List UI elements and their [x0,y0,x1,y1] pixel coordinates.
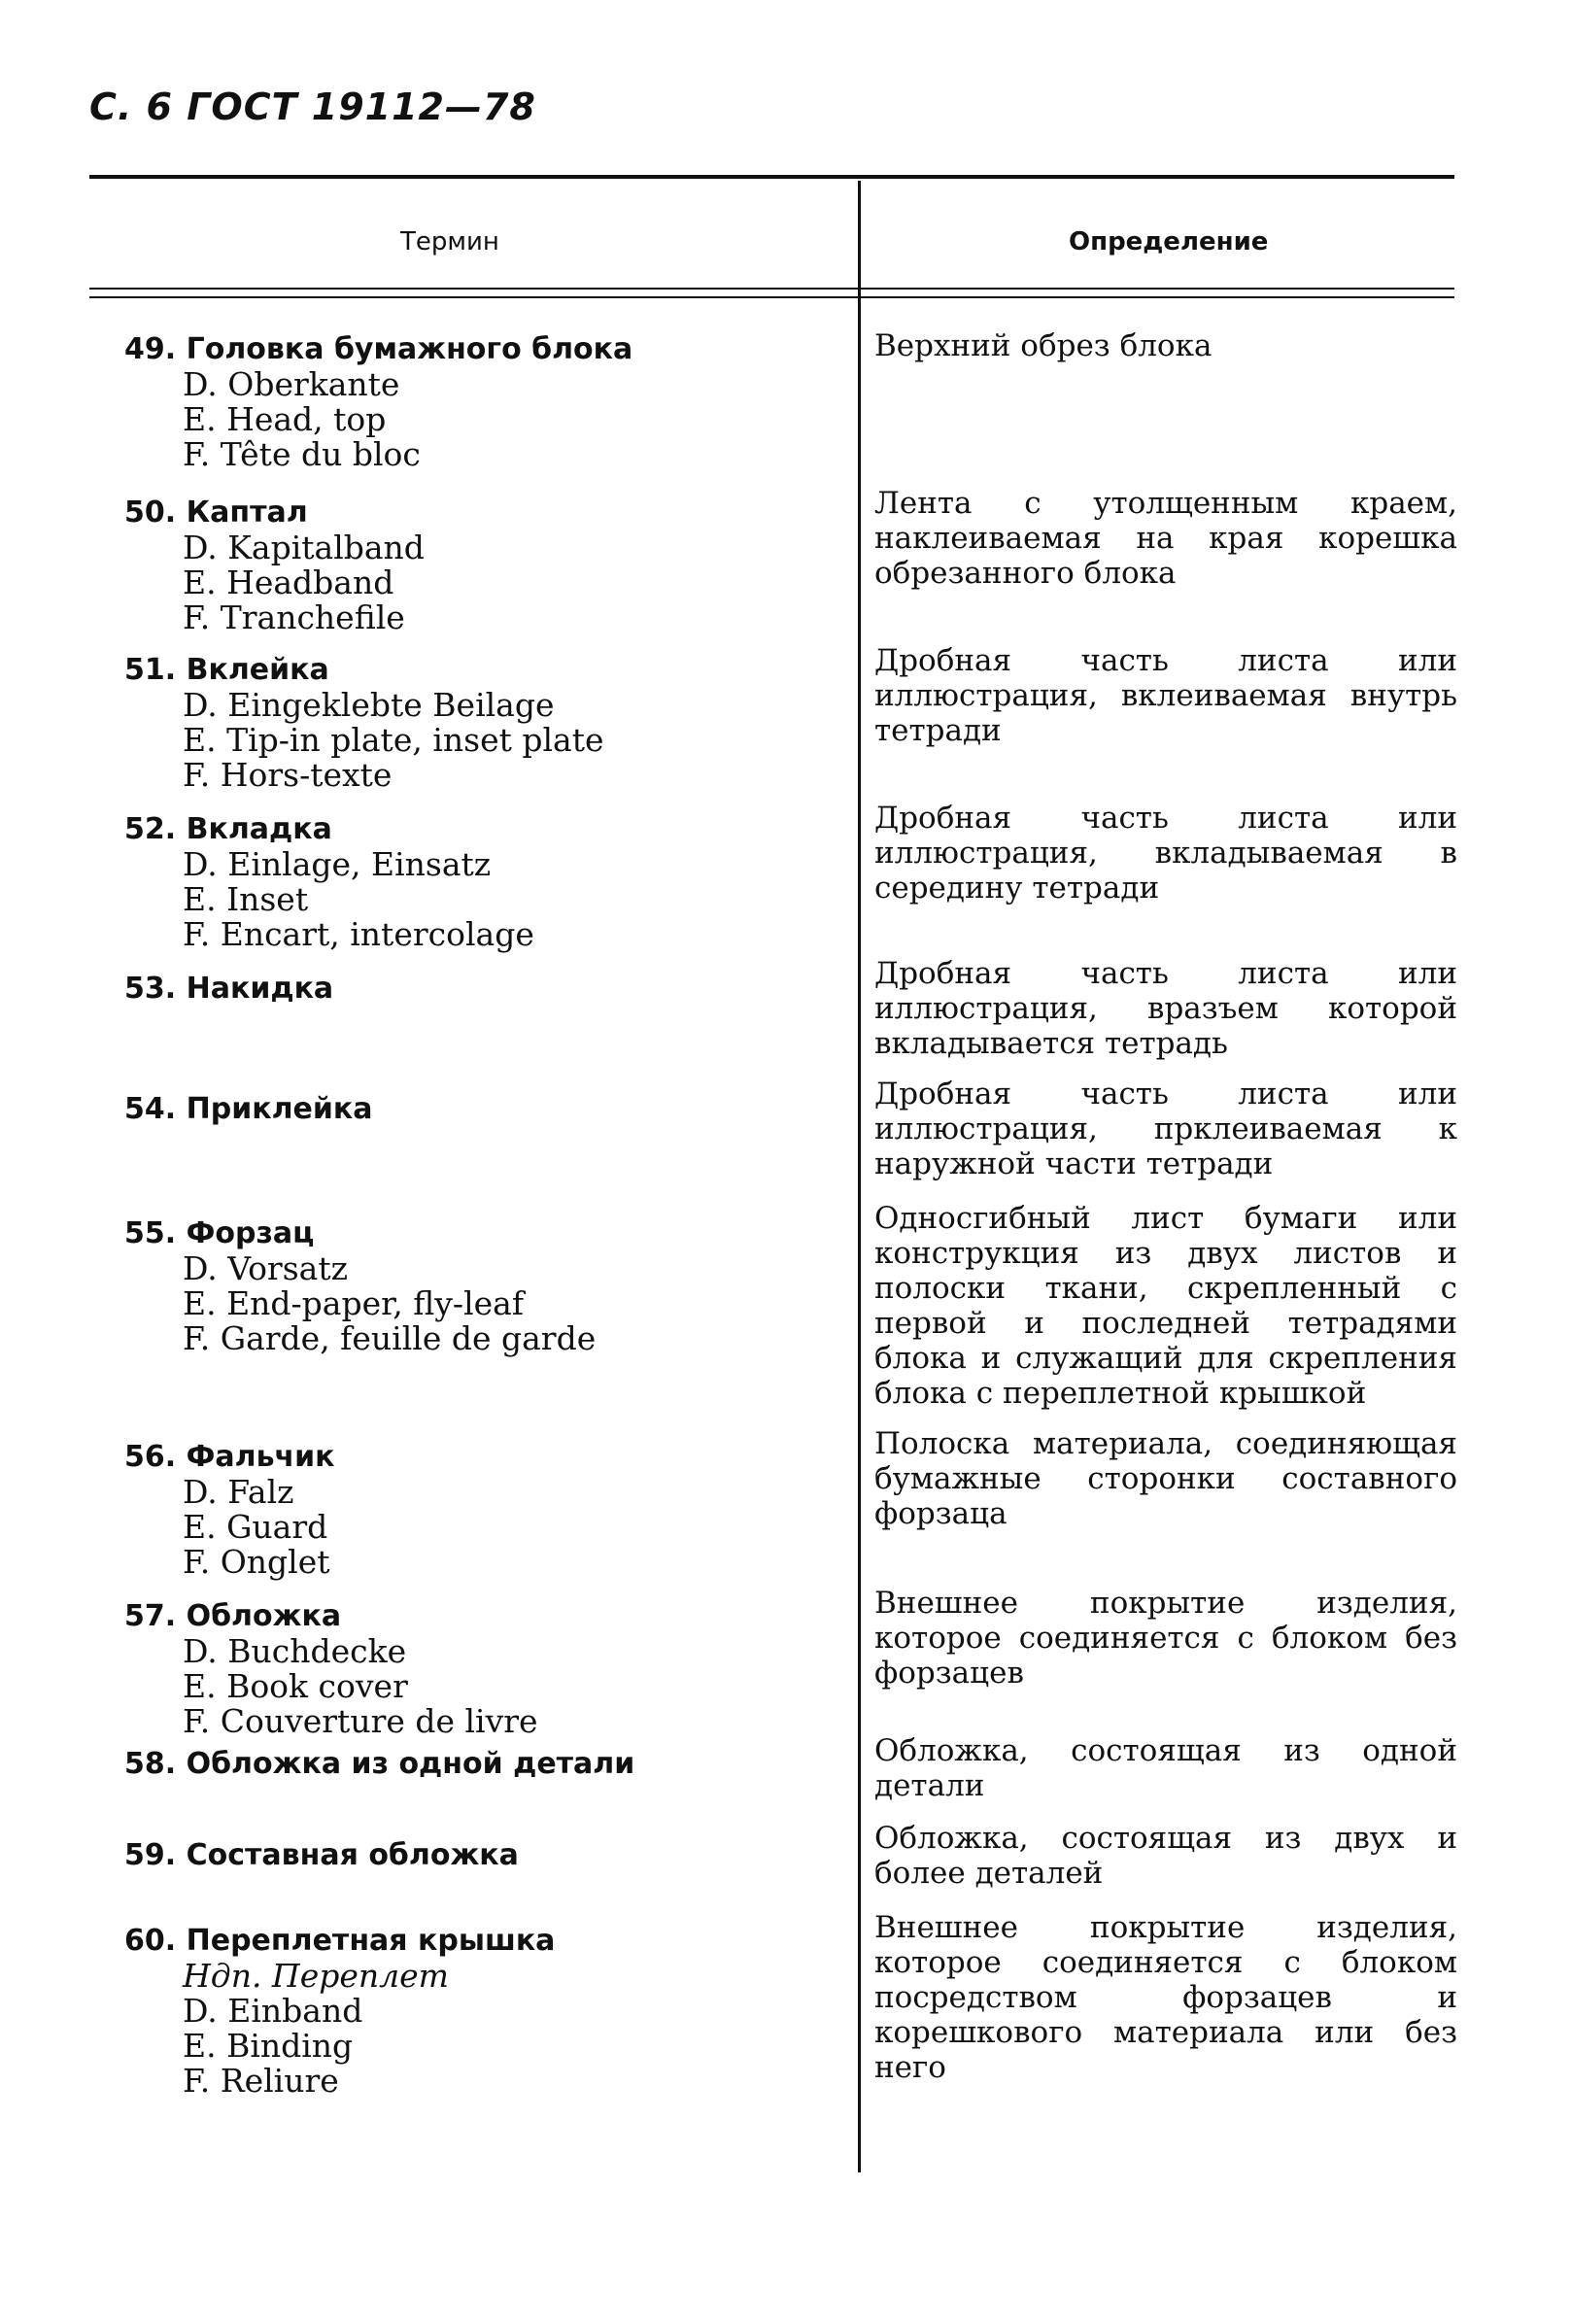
term-line: F. Hors-texte [183,756,393,794]
table-top-rule [89,175,1454,179]
term-line: D. Oberkante [183,365,400,403]
definition-51: Дробная часть листа или иллюстрация, вклеиваемая внутрь тетради [874,643,1457,748]
definition-52: Дробная часть листа или иллюстрация, вкладываемая в середину тетради [874,801,1457,906]
term-line: D. Buchdecke [183,1632,407,1670]
term-title: 56. Фальчик [124,1440,335,1474]
term-title: 58. Обложка из одной детали [124,1747,635,1781]
term-title: 52. Вкладка [124,812,332,846]
entry-51 [124,653,843,793]
term-line: F. Reliure [183,2062,339,2100]
term-title: 53. Накидка [124,972,334,1006]
term-line: E. Guard [183,1508,328,1546]
term-title: 51. Вклейка [124,653,329,687]
term-line: F. Couverture de livre [183,1702,538,1740]
entry-56 [124,1440,843,1580]
column-head-term: Термин [400,227,499,256]
term-title: 59. Составная обложка [124,1838,519,1872]
entry-57 [124,1599,843,1739]
term-line: E. Binding [183,2027,354,2065]
term-line: D. Falz [183,1473,294,1511]
term-line: E. Headband [183,564,394,601]
column-divider [858,181,861,2172]
entry-59 [124,1838,843,1873]
entry-58 [124,1747,843,1782]
entry-52 [124,812,843,952]
term-title: 57. Обложка [124,1599,342,1633]
entry-54 [124,1092,843,1127]
definition-59: Обложка, состоящая из двух и более деталей [874,1821,1457,1891]
term-line: F. Garde, feuille de garde [183,1319,597,1357]
term-line: E. Inset [183,880,309,918]
header-bottom-rule-1 [89,288,1454,290]
definition-49: Верхний обрез блока [874,328,1212,363]
term-title: 55. Форзац [124,1216,315,1250]
definition-54: Дробная часть листа или иллюстрация, прклеиваемая к наружной части тетради [874,1077,1457,1181]
definition-50: Лента с утолщенным краем, наклеиваемая на края корешка обрезанного блока [874,486,1457,591]
term-line: D. Eingeklebte Beilage [183,686,555,724]
term-line: F. Tête du bloc [183,435,421,473]
entry-50 [124,496,843,635]
term-line: D. Einlage, Einsatz [183,845,492,883]
entry-53 [124,972,843,1007]
definition-55: Односгибный лист бумаги или конструкция из двух листов и полоски ткани, скрепленный с первой и последней тетрадями блока и служащий для скрепления блока с переплетной крышкой [874,1201,1457,1411]
definition-57: Внешнее покрытие изделия, которое соединяется с блоком без форзацев [874,1586,1457,1691]
deprecated-term: Ндп. Переплет [183,1957,449,1995]
term-line: D. Kapitalband [183,529,425,566]
definition-60: Внешнее покрытие изделия, которое соединяется с блоком посредством форзацев и корешкового материала или без него [874,1910,1457,2085]
entry-49 [124,332,843,472]
term-line: F. Tranchefile [183,598,405,636]
term-title: 50. Каптал [124,496,308,530]
definition-58: Обложка, состоящая из одной детали [874,1733,1457,1803]
page-header: С. 6 ГОСТ 19112—78 [89,85,536,128]
term-line: F. Onglet [183,1543,330,1581]
entry-60 [124,1924,843,2099]
entry-55 [124,1216,843,1356]
column-head-definition: Определение [1069,227,1269,256]
definition-53: Дробная часть листа или иллюстрация, вразъем которой вкладывается тетрадь [874,956,1457,1061]
term-title: 54. Приклейка [124,1092,373,1126]
definition-56: Полоска материала, соединяющая бумажные сторонки составного форзаца [874,1426,1457,1531]
term-line: F. Encart, intercolage [183,915,534,953]
term-line: D. Vorsatz [183,1249,348,1287]
term-title: 60. Переплетная крышка [124,1924,556,1958]
term-title: 49. Головка бумажного блока [124,332,633,366]
term-line: E. Head, top [183,400,387,438]
term-line: E. End-paper, fly-leaf [183,1284,525,1322]
term-line: E. Book cover [183,1667,408,1705]
term-line: E. Tip-in plate, inset plate [183,721,604,759]
term-line: D. Einband [183,1992,363,2030]
header-bottom-rule-2 [89,296,1454,298]
